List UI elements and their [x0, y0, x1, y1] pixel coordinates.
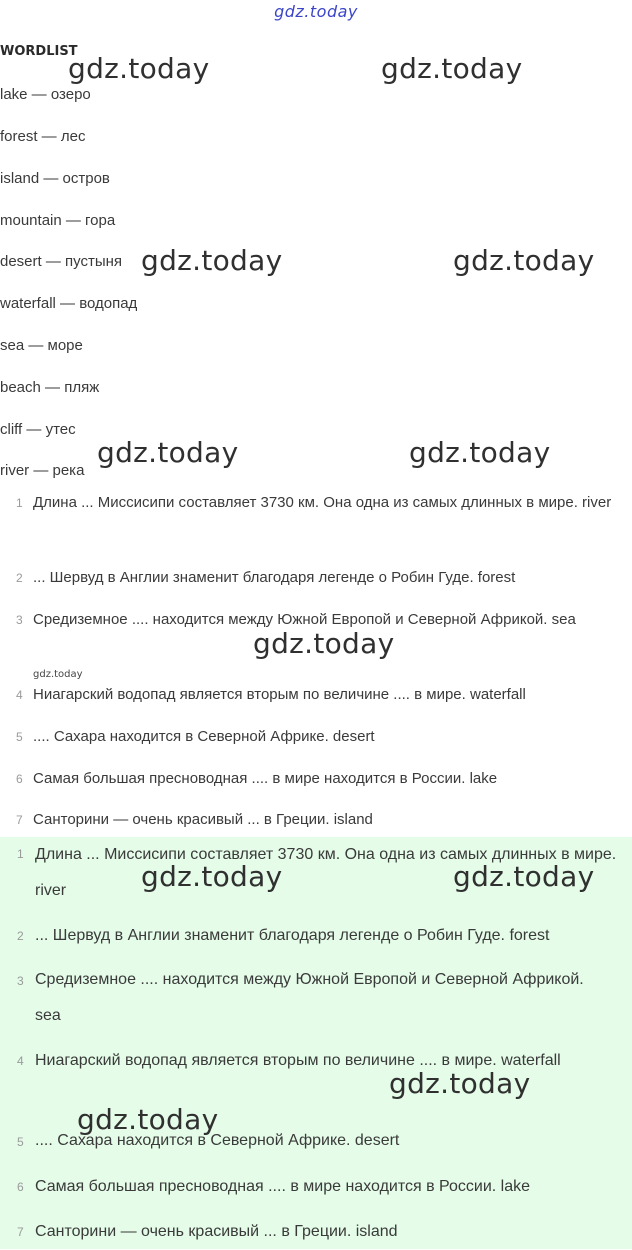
- watermark-small: gdz.today: [33, 669, 83, 680]
- answer-number: 1: [17, 847, 24, 861]
- question-number: 4: [16, 688, 23, 702]
- wordlist-item: cliff — утес: [0, 421, 76, 438]
- answer-number: 5: [17, 1135, 24, 1149]
- wordlist-item: forest — лес: [0, 128, 86, 145]
- answer-number: 6: [17, 1180, 24, 1194]
- answer-number: 4: [17, 1054, 24, 1068]
- question-text: Самая большая пресноводная .... в мире находится в России. lake: [33, 770, 498, 787]
- answer-text: Ниагарский водопад является вторым по величине .... в мире. waterfall: [35, 1052, 561, 1069]
- wordlist-item: river — река: [0, 462, 85, 479]
- wordlist-item: mountain — гора: [0, 212, 116, 229]
- question-number: 2: [16, 571, 23, 585]
- watermark: gdz.today: [141, 860, 283, 893]
- watermark: gdz.today: [453, 860, 595, 893]
- answer-text: Санторини — очень красивый ... в Греции. island: [35, 1223, 398, 1240]
- watermark: gdz.today: [97, 436, 239, 469]
- question-text: .... Сахара находится в Северной Африке. desert: [33, 728, 375, 745]
- wordlist-item: beach — пляж: [0, 379, 100, 396]
- site-logo[interactable]: gdz.today: [274, 2, 358, 21]
- answer-text: ... Шервуд в Англии знаменит благодаря легенде о Робин Гуде. forest: [35, 927, 550, 944]
- wordlist-item: lake — озеро: [0, 86, 91, 103]
- watermark: gdz.today: [381, 52, 523, 85]
- watermark: gdz.today: [389, 1067, 531, 1100]
- answer-number: 7: [17, 1225, 24, 1239]
- wordlist-item: sea — море: [0, 337, 83, 354]
- watermark: gdz.today: [68, 52, 210, 85]
- answer-number: 3: [17, 974, 24, 988]
- wordlist-item: waterfall — водопад: [0, 295, 138, 312]
- question-text: Ниагарский водопад является вторым по величине .... в мире. waterfall: [33, 686, 526, 703]
- wordlist-item: desert — пустыня: [0, 253, 123, 270]
- question-number: 7: [16, 813, 23, 827]
- answer-text: Средиземное .... находится между Южной Европой и Северной Африкой. sea: [35, 971, 584, 1024]
- question-number: 1: [16, 496, 23, 510]
- answers-panel: [0, 837, 632, 1249]
- answer-number: 2: [17, 929, 24, 943]
- question-text: ... Шервуд в Англии знаменит благодаря легенде о Робин Гуде. forest: [33, 569, 516, 586]
- watermark: gdz.today: [141, 244, 283, 277]
- question-number: 5: [16, 730, 23, 744]
- wordlist-item: island — остров: [0, 170, 110, 187]
- question-number: 3: [16, 613, 23, 627]
- question-number: 6: [16, 772, 23, 786]
- question-text: Средиземное .... находится между Южной Европой и Северной Африкой. sea: [33, 611, 576, 628]
- watermark: gdz.today: [77, 1103, 219, 1136]
- question-text: Длина ... Миссисипи составляет 3730 км. Она одна из самых длинных в мире. river: [33, 494, 612, 511]
- answer-text: Самая большая пресноводная .... в мире находится в России. lake: [35, 1178, 531, 1195]
- answer-text: .... Сахара находится в Северной Африке. desert: [35, 1132, 400, 1149]
- watermark: gdz.today: [453, 244, 595, 277]
- watermark: gdz.today: [253, 627, 395, 660]
- watermark: gdz.today: [409, 436, 551, 469]
- wordlist-title: WORDLIST: [0, 44, 78, 59]
- question-text: Санторини — очень красивый ... в Греции. island: [33, 811, 373, 828]
- answer-text: Длина ... Миссисипи составляет 3730 км. Она одна из самых длинных в мире. river: [35, 846, 617, 899]
